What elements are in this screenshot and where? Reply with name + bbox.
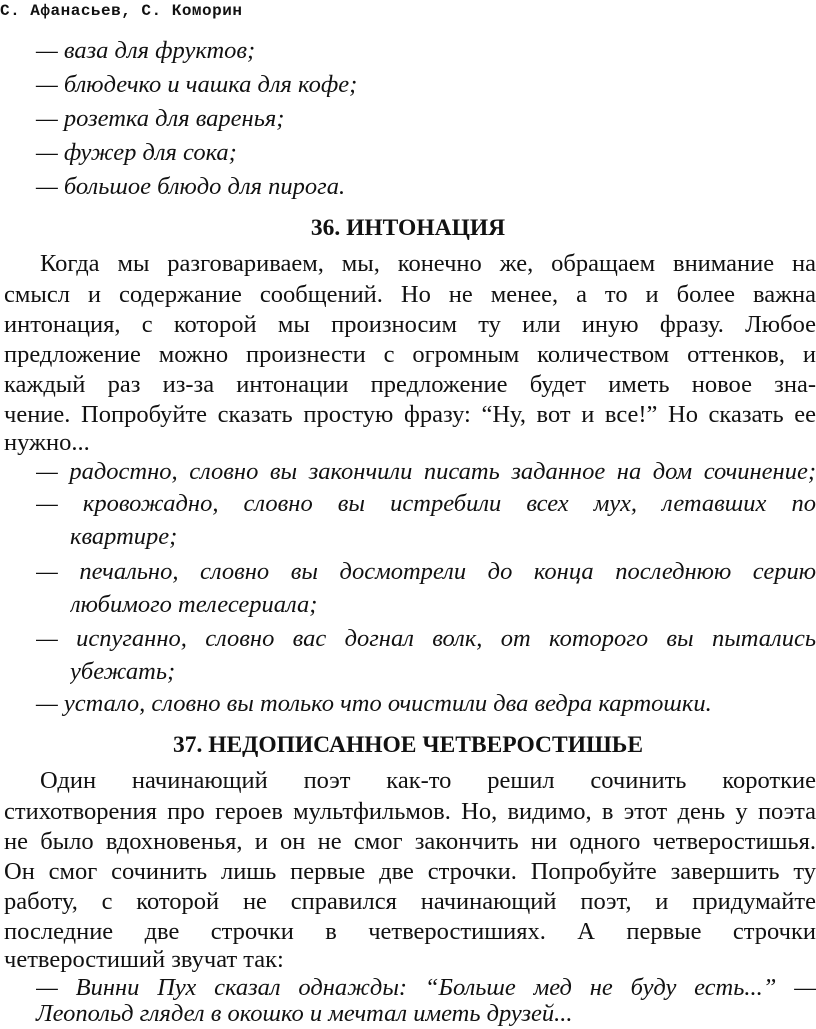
poem-quote: — Винни Пух сказал однажды: “Больше мед не буду есть...” — bbox=[36, 974, 816, 1001]
paragraph-line: последние две строчки в четверостишиях. А первые строчки bbox=[4, 918, 816, 945]
list-item: — блюдечко и чашка для кофе; bbox=[36, 71, 358, 98]
list-item-continuation: убежать; bbox=[70, 658, 176, 685]
list-item: — большое блюдо для пирога. bbox=[36, 173, 346, 200]
paragraph-line: интонация, с которой мы произносим ту или иную фразу. Любое bbox=[4, 311, 816, 338]
paragraph-line: не было вдохновенья, и он не смог закончить ни одного четверостишья. bbox=[4, 828, 816, 855]
paragraph-line: Он смог сочинить лишь первые две строчки. Попробуйте завершить ту bbox=[4, 858, 816, 885]
list-item: — розетка для варенья; bbox=[36, 105, 285, 132]
paragraph-line: каждый раз из-за интонации предложение будет иметь новое зна- bbox=[4, 371, 816, 398]
paragraph-line: Один начинающий поэт как-то решил сочинить короткие bbox=[40, 767, 816, 794]
list-item: — устало, словно вы только что очистили два ведра картошки. bbox=[36, 690, 712, 717]
list-item: — испуганно, словно вас догнал волк, от которого вы пытались bbox=[36, 625, 816, 652]
list-item: — фужер для сока; bbox=[36, 139, 237, 166]
poem-quote: Леопольд глядел в окошко и мечтал иметь друзей... bbox=[36, 1000, 573, 1027]
list-item: — печально, словно вы досмотрели до конца последнюю серию bbox=[36, 558, 816, 585]
paragraph-line: Когда мы разговариваем, мы, конечно же, обращаем внимание на bbox=[40, 250, 816, 277]
list-item: — ваза для фруктов; bbox=[36, 37, 256, 64]
paragraph-line: четверостиший звучат так: bbox=[4, 946, 284, 973]
list-item: — кровожадно, словно вы истребили всех мух, летавших по bbox=[36, 490, 816, 517]
paragraph-line: смысл и содержание сообщений. Но не менее, а то и более важна bbox=[4, 281, 816, 308]
list-item-continuation: квартире; bbox=[70, 523, 178, 550]
running-head-authors: С. Афанасьев, С. Коморин bbox=[0, 2, 243, 20]
paragraph-line: предложение можно произнести с огромным количеством оттенков, и bbox=[4, 341, 816, 368]
paragraph-line: чение. Попробуйте сказать простую фразу: “Ну, вот и все!” Но сказать ее bbox=[4, 401, 816, 428]
paragraph-line: стихотворения про героев мультфильмов. Но, видимо, в этот день у поэта bbox=[4, 798, 816, 825]
section-heading: 37. НЕДОПИСАННОЕ ЧЕТВЕРОСТИШЬЕ bbox=[172, 732, 644, 758]
section-heading: 36. ИНТОНАЦИЯ bbox=[310, 215, 506, 241]
paragraph-line: работу, с которой не справился начинающий поэт, и придумайте bbox=[4, 888, 816, 915]
paragraph-line: нужно... bbox=[4, 429, 90, 456]
list-item-continuation: любимого телесериала; bbox=[70, 591, 318, 618]
list-item: — радостно, словно вы закончили писать заданное на дом сочинение; bbox=[36, 458, 816, 485]
